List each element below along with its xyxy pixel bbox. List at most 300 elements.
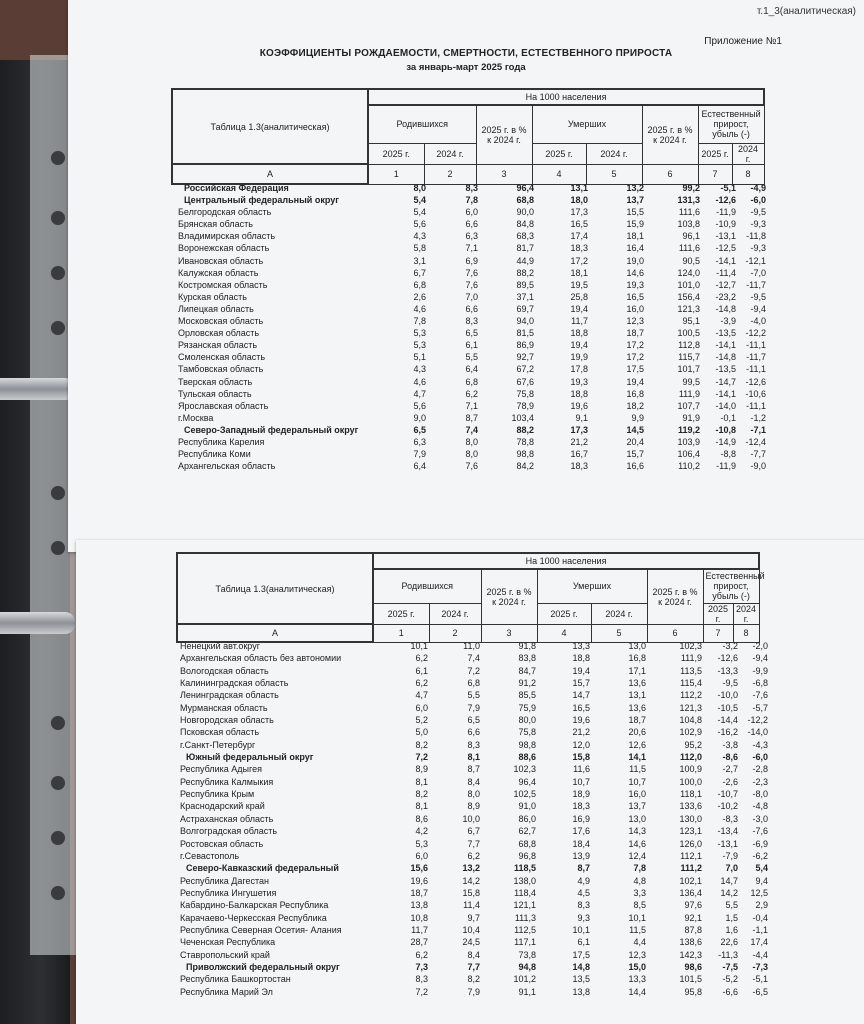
value-cell: -10,2 bbox=[717, 801, 738, 812]
value-cell: 6,1 bbox=[465, 340, 478, 351]
region-name: Ивановская область bbox=[178, 255, 264, 266]
punch-hole bbox=[50, 485, 66, 501]
value-cell: 9,0 bbox=[413, 412, 426, 423]
table-row bbox=[176, 652, 768, 664]
value-cell: 6,0 bbox=[415, 850, 428, 861]
column-number: 2 bbox=[424, 164, 476, 184]
value-cell: 6,3 bbox=[413, 436, 426, 447]
column-number: 6 bbox=[642, 164, 698, 184]
value-cell: 19,4 bbox=[570, 303, 588, 314]
region-name: Российская Федерация bbox=[184, 183, 289, 193]
value-cell: 68,8 bbox=[518, 838, 536, 849]
value-cell: 14,6 bbox=[628, 838, 646, 849]
region-name: Тульская область bbox=[178, 388, 252, 399]
table-row bbox=[174, 267, 764, 279]
region-name: г.Севастополь bbox=[180, 850, 240, 861]
value-cell: 18,2 bbox=[626, 400, 644, 411]
value-cell: 17,3 bbox=[570, 207, 588, 218]
value-cell: 11,5 bbox=[629, 764, 646, 775]
value-cell: -12,2 bbox=[745, 328, 766, 339]
value-cell: 17,2 bbox=[626, 340, 644, 351]
value-cell: 131,3 bbox=[677, 195, 700, 206]
value-cell: 13,8 bbox=[410, 900, 428, 911]
value-cell: 3,3 bbox=[633, 887, 646, 898]
year-2024-header: 2024 г. bbox=[429, 603, 481, 624]
value-cell: 11,7 bbox=[411, 924, 428, 935]
value-cell: -9,5 bbox=[750, 207, 766, 218]
value-cell: 97,6 bbox=[684, 900, 702, 911]
value-cell: 8,4 bbox=[467, 776, 480, 787]
table-row bbox=[174, 315, 764, 327]
year-2025-header: 2025 г. bbox=[698, 143, 732, 164]
value-cell: 5,3 bbox=[413, 340, 426, 351]
region-name: Вологодская область bbox=[180, 665, 269, 676]
value-cell: 10,4 bbox=[462, 924, 480, 935]
value-cell: 8,3 bbox=[467, 739, 480, 750]
value-cell: -9,5 bbox=[722, 678, 738, 689]
value-cell: -7,6 bbox=[752, 826, 768, 837]
value-cell: 124,0 bbox=[677, 267, 700, 278]
value-cell: 16,8 bbox=[628, 653, 646, 664]
value-cell: 8,0 bbox=[465, 436, 478, 447]
value-cell: 6,8 bbox=[465, 376, 478, 387]
value-cell: 81,7 bbox=[516, 243, 534, 254]
table-row bbox=[174, 448, 764, 460]
table-row bbox=[176, 899, 768, 911]
value-cell: 20,4 bbox=[626, 436, 644, 447]
column-number: 1 bbox=[368, 164, 424, 184]
column-number: 7 bbox=[703, 624, 733, 642]
value-cell: -12,6 bbox=[745, 376, 766, 387]
value-cell: -7,9 bbox=[722, 850, 738, 861]
value-cell: 75,8 bbox=[516, 388, 534, 399]
value-cell: 8,1 bbox=[415, 801, 428, 812]
value-cell: -12,7 bbox=[715, 279, 736, 290]
value-cell: 100,5 bbox=[677, 328, 700, 339]
value-cell: 89,5 bbox=[516, 279, 534, 290]
value-cell: 103,8 bbox=[677, 219, 700, 230]
year-2024-header: 2024 г. bbox=[424, 143, 476, 164]
value-cell: 18,3 bbox=[570, 461, 588, 472]
value-cell: 101,5 bbox=[679, 974, 702, 985]
region-name: Республика Башкортостан bbox=[180, 974, 291, 985]
value-cell: 7,1 bbox=[465, 400, 478, 411]
value-cell: 6,7 bbox=[467, 826, 480, 837]
value-cell: 16,5 bbox=[626, 291, 644, 302]
region-name: Смоленская область bbox=[178, 352, 266, 363]
value-cell: 6,4 bbox=[465, 364, 478, 375]
value-cell: 112,1 bbox=[680, 850, 702, 861]
value-cell: -3,2 bbox=[722, 641, 738, 651]
value-cell: 15,5 bbox=[626, 207, 644, 218]
table-name-cell: Таблица 1.3(аналитическая) bbox=[177, 553, 373, 624]
value-cell: 121,3 bbox=[679, 702, 702, 713]
value-cell: 13,6 bbox=[628, 678, 646, 689]
value-cell: 8,0 bbox=[465, 449, 478, 460]
value-cell: -13,1 bbox=[717, 838, 738, 849]
value-cell: 7,8 bbox=[633, 863, 646, 874]
value-cell: 85,5 bbox=[518, 690, 536, 701]
value-cell: 14,6 bbox=[626, 267, 644, 278]
year-2025-header: 2025 г. bbox=[368, 143, 424, 164]
value-cell: 6,6 bbox=[465, 219, 478, 230]
table-row bbox=[174, 376, 764, 388]
value-cell: -14,1 bbox=[715, 388, 736, 399]
value-cell: 111,9 bbox=[678, 388, 700, 399]
value-cell: 14,7 bbox=[720, 875, 738, 886]
value-cell: 84,8 bbox=[516, 219, 534, 230]
value-cell: 95,1 bbox=[682, 316, 700, 327]
region-name: Владимирская область bbox=[178, 231, 276, 242]
year-2024-header: 2024 г. bbox=[586, 143, 642, 164]
table-row bbox=[174, 363, 764, 375]
region-name: Липецкая область bbox=[178, 303, 254, 314]
value-cell: 15,7 bbox=[572, 678, 590, 689]
value-cell: 6,2 bbox=[467, 850, 480, 861]
value-cell: 107,7 bbox=[677, 400, 700, 411]
value-cell: 111,6 bbox=[678, 243, 700, 254]
value-cell: 17,4 bbox=[750, 937, 768, 948]
value-cell: 8,2 bbox=[415, 789, 428, 800]
value-cell: -11,7 bbox=[746, 279, 766, 290]
value-cell: -8,3 bbox=[722, 813, 738, 824]
value-cell: 68,3 bbox=[516, 231, 534, 242]
value-cell: 16,4 bbox=[626, 243, 644, 254]
value-cell: 86,9 bbox=[516, 340, 534, 351]
value-cell: 7,6 bbox=[465, 267, 478, 278]
table-row bbox=[174, 327, 764, 339]
region-name: Белгородская область bbox=[178, 207, 272, 218]
value-cell: 88,6 bbox=[518, 752, 536, 763]
region-name: Республика Калмыкия bbox=[180, 776, 274, 787]
value-cell: -13,1 bbox=[715, 231, 736, 242]
value-cell: 84,7 bbox=[518, 665, 536, 676]
value-cell: 6,4 bbox=[413, 461, 426, 472]
value-cell: 112,2 bbox=[680, 690, 702, 701]
value-cell: 5,4 bbox=[413, 207, 426, 218]
value-cell: 6,5 bbox=[413, 424, 426, 435]
table-row bbox=[174, 339, 764, 351]
region-name: Московская область bbox=[178, 316, 264, 327]
value-cell: -6,2 bbox=[752, 850, 768, 861]
value-cell: 96,4 bbox=[518, 776, 536, 787]
value-cell: 7,8 bbox=[465, 195, 478, 206]
value-cell: -10,0 bbox=[717, 690, 738, 701]
table-row bbox=[174, 230, 764, 242]
value-cell: 16,8 bbox=[626, 388, 644, 399]
region-name: Архангельская область bbox=[178, 461, 276, 472]
punch-hole bbox=[50, 540, 66, 556]
value-cell: 138,6 bbox=[679, 937, 702, 948]
value-cell: 9,4 bbox=[755, 875, 768, 886]
value-cell: 91,9 bbox=[682, 412, 700, 423]
value-cell: 16,6 bbox=[626, 461, 644, 472]
region-name: Воронежская область bbox=[178, 243, 270, 254]
region-name: Костромская область bbox=[178, 279, 268, 290]
column-number: 5 bbox=[591, 624, 647, 642]
value-cell: -6,0 bbox=[750, 195, 766, 206]
value-cell: -10,8 bbox=[715, 424, 736, 435]
value-cell: 8,2 bbox=[415, 739, 428, 750]
value-cell: 18,4 bbox=[572, 838, 590, 849]
value-cell: 13,0 bbox=[628, 641, 646, 651]
value-cell: 6,8 bbox=[413, 279, 426, 290]
value-cell: 88,2 bbox=[516, 267, 534, 278]
value-cell: 10,0 bbox=[462, 813, 480, 824]
value-cell: 17,5 bbox=[626, 364, 644, 375]
value-cell: -5,2 bbox=[722, 974, 738, 985]
value-cell: 10,1 bbox=[410, 641, 428, 651]
punch-hole bbox=[50, 265, 66, 281]
value-cell: 4,3 bbox=[413, 364, 426, 375]
value-cell: 6,2 bbox=[415, 949, 428, 960]
value-cell: 73,8 bbox=[518, 949, 536, 960]
value-cell: 17,2 bbox=[570, 255, 588, 266]
value-cell: 18,3 bbox=[572, 801, 590, 812]
value-cell: 16,5 bbox=[570, 219, 588, 230]
value-cell: 62,7 bbox=[518, 826, 536, 837]
value-cell: 91,2 bbox=[518, 678, 536, 689]
value-cell: 8,9 bbox=[467, 801, 480, 812]
region-name: Республика Северная Осетия- Алания bbox=[180, 924, 342, 935]
value-cell: 19,4 bbox=[572, 665, 590, 676]
value-cell: 13,2 bbox=[626, 183, 644, 193]
value-cell: 4,7 bbox=[413, 388, 426, 399]
value-cell: 7,6 bbox=[465, 461, 478, 472]
value-cell: 7,0 bbox=[465, 291, 478, 302]
value-cell: 14,3 bbox=[628, 826, 646, 837]
column-a-label: А bbox=[172, 164, 368, 184]
region-name: Калининградская область bbox=[180, 678, 289, 689]
document-reference: т.1_3(аналитическая) bbox=[756, 6, 856, 17]
table-row bbox=[176, 788, 768, 800]
value-cell: 5,5 bbox=[465, 352, 478, 363]
value-cell: 8,0 bbox=[467, 789, 480, 800]
value-cell: -10,5 bbox=[717, 702, 738, 713]
value-cell: -11,4 bbox=[716, 267, 736, 278]
value-cell: 88,2 bbox=[516, 424, 534, 435]
value-cell: 6,5 bbox=[467, 715, 480, 726]
value-cell: -9,4 bbox=[752, 653, 768, 664]
value-cell: 28,7 bbox=[410, 937, 428, 948]
value-cell: -12,6 bbox=[717, 653, 738, 664]
value-cell: -6,6 bbox=[722, 986, 738, 997]
table-row bbox=[176, 677, 768, 689]
value-cell: 102,9 bbox=[679, 727, 702, 738]
table-header bbox=[176, 552, 765, 643]
value-cell: 126,0 bbox=[679, 838, 702, 849]
value-cell: 102,5 bbox=[513, 789, 536, 800]
value-cell: 19,9 bbox=[570, 352, 588, 363]
region-name: Ленинградская область bbox=[180, 690, 279, 701]
table-row bbox=[176, 850, 768, 862]
value-cell: 6,3 bbox=[465, 231, 478, 242]
value-cell: 102,1 bbox=[679, 875, 702, 886]
value-cell: -3,8 bbox=[722, 739, 738, 750]
table-row bbox=[174, 436, 764, 448]
value-cell: 100,9 bbox=[679, 764, 702, 775]
value-cell: -2,8 bbox=[752, 764, 768, 775]
table-body-top bbox=[174, 182, 764, 472]
value-cell: 13,2 bbox=[462, 863, 480, 874]
value-cell: 102,3 bbox=[513, 764, 536, 775]
value-cell: 106,4 bbox=[677, 449, 700, 460]
value-cell: 96,1 bbox=[682, 231, 700, 242]
year-2025-header: 2025 г. bbox=[532, 143, 586, 164]
value-cell: 112,0 bbox=[679, 752, 702, 763]
value-cell: 4,7 bbox=[415, 690, 428, 701]
value-cell: 6,2 bbox=[415, 678, 428, 689]
region-name: Архангельская область без автономии bbox=[180, 653, 342, 664]
value-cell: 11,0 bbox=[463, 641, 480, 651]
value-cell: 25,8 bbox=[570, 291, 588, 302]
value-cell: 156,4 bbox=[677, 291, 700, 302]
value-cell: -12,2 bbox=[747, 715, 768, 726]
value-cell: 5,1 bbox=[413, 352, 426, 363]
value-cell: 12,4 bbox=[628, 850, 646, 861]
value-cell: -7,5 bbox=[722, 961, 738, 972]
value-cell: 4,6 bbox=[413, 376, 426, 387]
value-cell: 104,8 bbox=[679, 715, 702, 726]
value-cell: 98,8 bbox=[516, 449, 534, 460]
table-row bbox=[176, 949, 768, 961]
value-cell: 130,0 bbox=[679, 813, 702, 824]
value-cell: -10,9 bbox=[715, 219, 736, 230]
value-cell: -9,3 bbox=[750, 243, 766, 254]
table-row bbox=[176, 838, 768, 850]
value-cell: -9,9 bbox=[752, 665, 768, 676]
value-cell: 111,6 bbox=[678, 207, 700, 218]
value-cell: 9,3 bbox=[577, 912, 590, 923]
value-cell: 16,7 bbox=[570, 449, 588, 460]
value-cell: 19,5 bbox=[570, 279, 588, 290]
value-cell: 6,2 bbox=[415, 653, 428, 664]
value-cell: -1,1 bbox=[752, 924, 768, 935]
value-cell: 44,9 bbox=[516, 255, 534, 266]
region-name: Мурманская область bbox=[180, 702, 268, 713]
value-cell: 18,1 bbox=[570, 267, 588, 278]
value-cell: 110,2 bbox=[678, 461, 700, 472]
region-name: Республика Крым bbox=[180, 789, 255, 800]
value-cell: 15,8 bbox=[572, 752, 590, 763]
value-cell: 6,6 bbox=[465, 303, 478, 314]
value-cell: -4,9 bbox=[750, 183, 766, 193]
table-row-district bbox=[174, 194, 764, 206]
value-cell: -4,4 bbox=[752, 949, 768, 960]
value-cell: 18,8 bbox=[570, 388, 588, 399]
value-cell: 75,9 bbox=[518, 702, 536, 713]
value-cell: 84,2 bbox=[516, 461, 534, 472]
value-cell: 86,0 bbox=[518, 813, 536, 824]
per-1000-header: На 1000 населения bbox=[368, 89, 764, 105]
value-cell: 19,4 bbox=[570, 340, 588, 351]
value-cell: 67,6 bbox=[516, 376, 534, 387]
value-cell: 112,5 bbox=[514, 924, 536, 935]
region-name: Астраханская область bbox=[180, 813, 274, 824]
table-row bbox=[174, 242, 764, 254]
column-number: 8 bbox=[733, 624, 759, 642]
value-cell: 91,1 bbox=[518, 986, 536, 997]
value-cell: 37,1 bbox=[516, 291, 534, 302]
value-cell: 13,5 bbox=[572, 974, 590, 985]
region-name: Северо-Западный федеральный округ bbox=[184, 424, 359, 435]
value-cell: 8,7 bbox=[467, 764, 480, 775]
value-cell: -11,7 bbox=[746, 352, 766, 363]
table-row bbox=[176, 776, 768, 788]
value-cell: 18,1 bbox=[626, 231, 644, 242]
value-cell: 15,0 bbox=[628, 961, 646, 972]
value-cell: -14,1 bbox=[715, 340, 736, 351]
value-cell: 14,8 bbox=[572, 961, 590, 972]
region-name: Республика Адыгея bbox=[180, 764, 262, 775]
region-name: Центральный федеральный округ bbox=[184, 195, 339, 206]
region-name: г.Санкт-Петербург bbox=[180, 739, 256, 750]
year-2024-header: 2024 г. bbox=[732, 143, 764, 164]
table-row bbox=[176, 875, 768, 887]
value-cell: 18,8 bbox=[570, 328, 588, 339]
region-name: Республика Карелия bbox=[178, 436, 265, 447]
value-cell: 118,1 bbox=[680, 789, 702, 800]
value-cell: 19,3 bbox=[570, 376, 588, 387]
value-cell: 12,0 bbox=[572, 739, 590, 750]
value-cell: -7,0 bbox=[750, 267, 766, 278]
table-row bbox=[174, 388, 764, 400]
region-name: г.Москва bbox=[178, 412, 214, 423]
value-cell: -23,2 bbox=[715, 291, 736, 302]
born-header: Родившихся bbox=[373, 569, 481, 603]
table-row bbox=[174, 460, 764, 472]
value-cell: 115,4 bbox=[680, 678, 702, 689]
table-row bbox=[176, 665, 768, 677]
value-cell: 12,3 bbox=[626, 316, 644, 327]
value-cell: 99,5 bbox=[682, 376, 700, 387]
table-row bbox=[174, 206, 764, 218]
value-cell: -6,0 bbox=[752, 752, 768, 763]
table-row bbox=[176, 702, 768, 714]
value-cell: 7,9 bbox=[467, 986, 480, 997]
value-cell: 7,7 bbox=[467, 838, 480, 849]
value-cell: 101,7 bbox=[677, 364, 700, 375]
punch-hole bbox=[50, 885, 66, 901]
table-row bbox=[174, 255, 764, 267]
region-name: Южный федеральный округ bbox=[186, 752, 314, 763]
table-row bbox=[174, 400, 764, 412]
value-cell: 119,2 bbox=[677, 424, 700, 435]
punch-hole bbox=[50, 210, 66, 226]
value-cell: -9,0 bbox=[750, 461, 766, 472]
value-cell: 14,4 bbox=[628, 986, 646, 997]
value-cell: 19,3 bbox=[626, 279, 644, 290]
value-cell: 8,9 bbox=[415, 764, 428, 775]
value-cell: -12,6 bbox=[715, 195, 736, 206]
value-cell: 136,4 bbox=[679, 887, 702, 898]
value-cell: 5,5 bbox=[725, 900, 738, 911]
column-number: 4 bbox=[537, 624, 591, 642]
region-name: Республика Коми bbox=[178, 449, 251, 460]
table-row bbox=[176, 640, 768, 652]
region-name: Ставропольский край bbox=[180, 949, 270, 960]
value-cell: 90,0 bbox=[516, 207, 534, 218]
region-name: Ростовская область bbox=[180, 838, 264, 849]
value-cell: 5,4 bbox=[755, 863, 768, 874]
value-cell: 8,3 bbox=[465, 183, 478, 193]
value-cell: 14,5 bbox=[626, 424, 644, 435]
value-cell: 4,2 bbox=[415, 826, 428, 837]
value-cell: 95,2 bbox=[684, 739, 702, 750]
value-cell: -14,9 bbox=[715, 436, 736, 447]
value-cell: 8,3 bbox=[415, 974, 428, 985]
value-cell: 83,8 bbox=[518, 653, 536, 664]
